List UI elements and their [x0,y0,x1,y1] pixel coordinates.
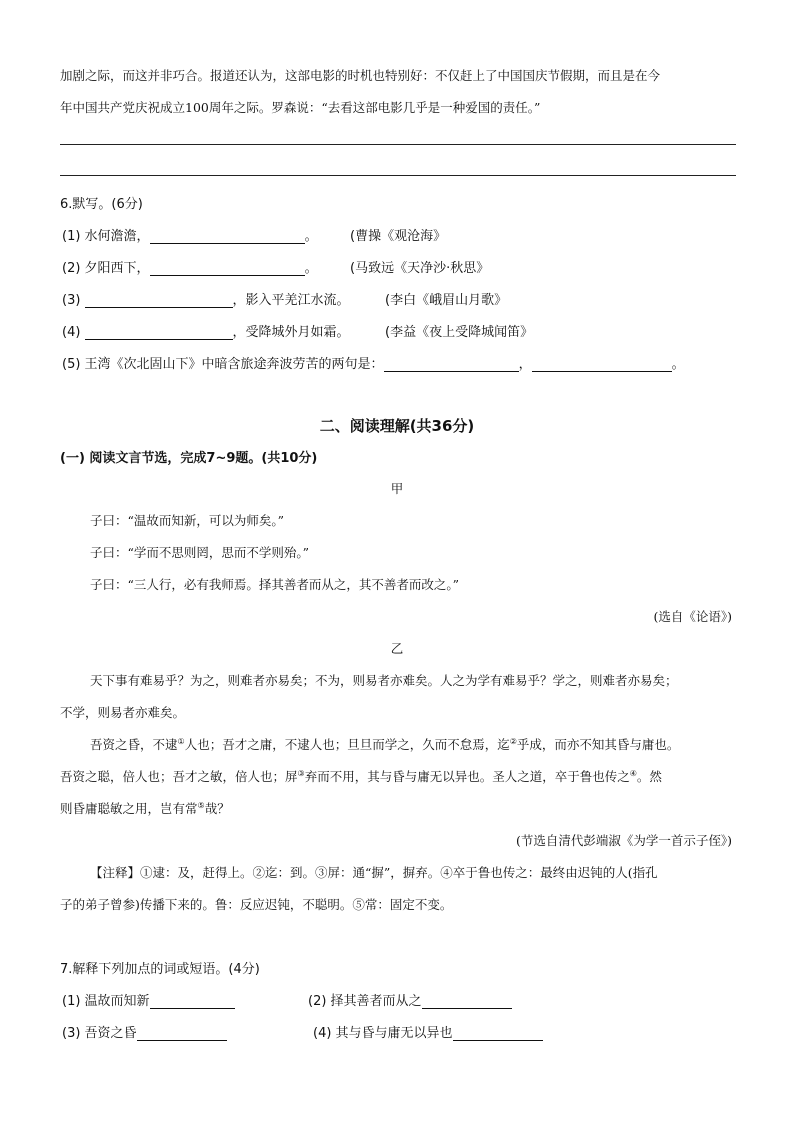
section-2-subtitle: (一) 阅读文言节选，完成7~9题。(共10分) [60,451,318,466]
q6-blank-5b[interactable] [532,357,672,372]
top-paragraph-line-1: 加剧之际，而这并非巧合。报道还认为，这部电影的时机也特别好：不仅赶上了中国国庆节假期，而且是在今 [60,68,661,83]
q7-blank-2[interactable] [422,994,512,1009]
jia-line-1: 子曰：“温故而知新，可以为师矣。” [90,513,285,528]
q6-item-4: (4) ，受降城外月如霜。 [62,325,350,340]
note-marker-1: ① [177,736,185,746]
q7-item-2: (2) 择其善者而从之 [308,990,512,1009]
q6-item-2: (2) 夕阳西下， 。 [62,261,318,276]
yi-p2-line-2: 吾资之聪，倍人也；吾才之敏，倍人也；屏③弃而不用，其与昏与庸无以异也。圣人之道，卒于鲁也传之④。然 [60,768,662,784]
notes-line-2: 子的弟子曾参)传播下来的。鲁：反应迟钝，不聪明。⑤常：固定不变。 [60,897,453,912]
jia-label: 甲 [390,481,404,496]
jia-line-3: 子曰：“三人行，必有我师焉。择其善者而从之，其不善者而改之。” [90,577,460,592]
section-2-title: 二、阅读理解(共36分) [319,417,475,435]
q7-item-1: (1) 温故而知新 [62,990,235,1009]
note-marker-4: ④ [629,768,637,778]
q6-source-3: (李白《峨眉山月歌》 [385,293,508,308]
jia-line-2: 子曰：“学而不思则罔，思而不学则殆。” [90,545,310,560]
answer-line-1 [60,144,736,145]
yi-label: 乙 [390,641,404,656]
q6-blank-2[interactable] [150,261,305,276]
q6-item-3: (3) ，影入平羌江水流。 [62,293,350,308]
yi-p2-line-3: 则昏庸聪敏之用，岂有常⑤哉？ [60,800,230,816]
q6-item-1: (1) 水何澹澹， 。 [62,229,318,244]
note-marker-5: ⑤ [197,800,205,810]
q7-blank-4[interactable] [453,1026,543,1041]
q6-title: 6.默写。(6分) [60,197,143,212]
q6-blank-5a[interactable] [384,357,519,372]
q6-source-4: (李益《夜上受降城闻笛》 [385,325,534,340]
notes-line-1: 【注释】①逮：及，赶得上。②迄：到。③屏：通“摒”，摒弃。④卒于鲁也传之：最终由迟钝的人(指孔 [90,865,658,880]
q6-blank-3[interactable] [85,293,233,308]
q6-source-1: (曹操《观沧海》 [350,229,447,244]
note-marker-2: ② [509,736,517,746]
answer-line-2 [60,175,736,176]
q7-blank-1[interactable] [150,994,235,1009]
q7-blank-3[interactable] [137,1026,227,1041]
q6-blank-4[interactable] [85,325,233,340]
top-paragraph-line-2: 年中国共产党庆祝成立100周年之际。罗森说：“去看这部电影几乎是一种爱国的责任。” [60,100,541,115]
yi-p2-line-1: 吾资之昏，不逮①人也；吾才之庸，不逮人也；旦旦而学之，久而不怠焉，迄②乎成，而亦不知其昏与庸也。 [90,736,680,752]
note-marker-3: ③ [297,768,305,778]
q7-title: 7.解释下列加点的词或短语。(4分) [60,962,260,977]
q6-item-5: (5) 王湾《次北固山下》中暗含旅途奔波劳苦的两句是： ， 。 [62,357,685,372]
yi-p1-line-2: 不学，则易者亦难矣。 [60,705,186,720]
yi-source: (节选自清代彭端淑《为学一首示子侄》) [515,833,732,848]
q7-item-3: (3) 吾资之昏 [62,1022,227,1041]
q7-item-4: (4) 其与昏与庸无以异也 [313,1022,543,1041]
q6-blank-1[interactable] [150,229,305,244]
yi-p1-line-1: 天下事有难易乎？为之，则难者亦易矣；不为，则易者亦难矣。人之为学有难易乎？学之，则难者亦易矣； [90,673,678,688]
q6-source-2: (马致远《天净沙·秋思》 [350,261,490,276]
jia-source: (选自《论语》) [653,609,732,624]
